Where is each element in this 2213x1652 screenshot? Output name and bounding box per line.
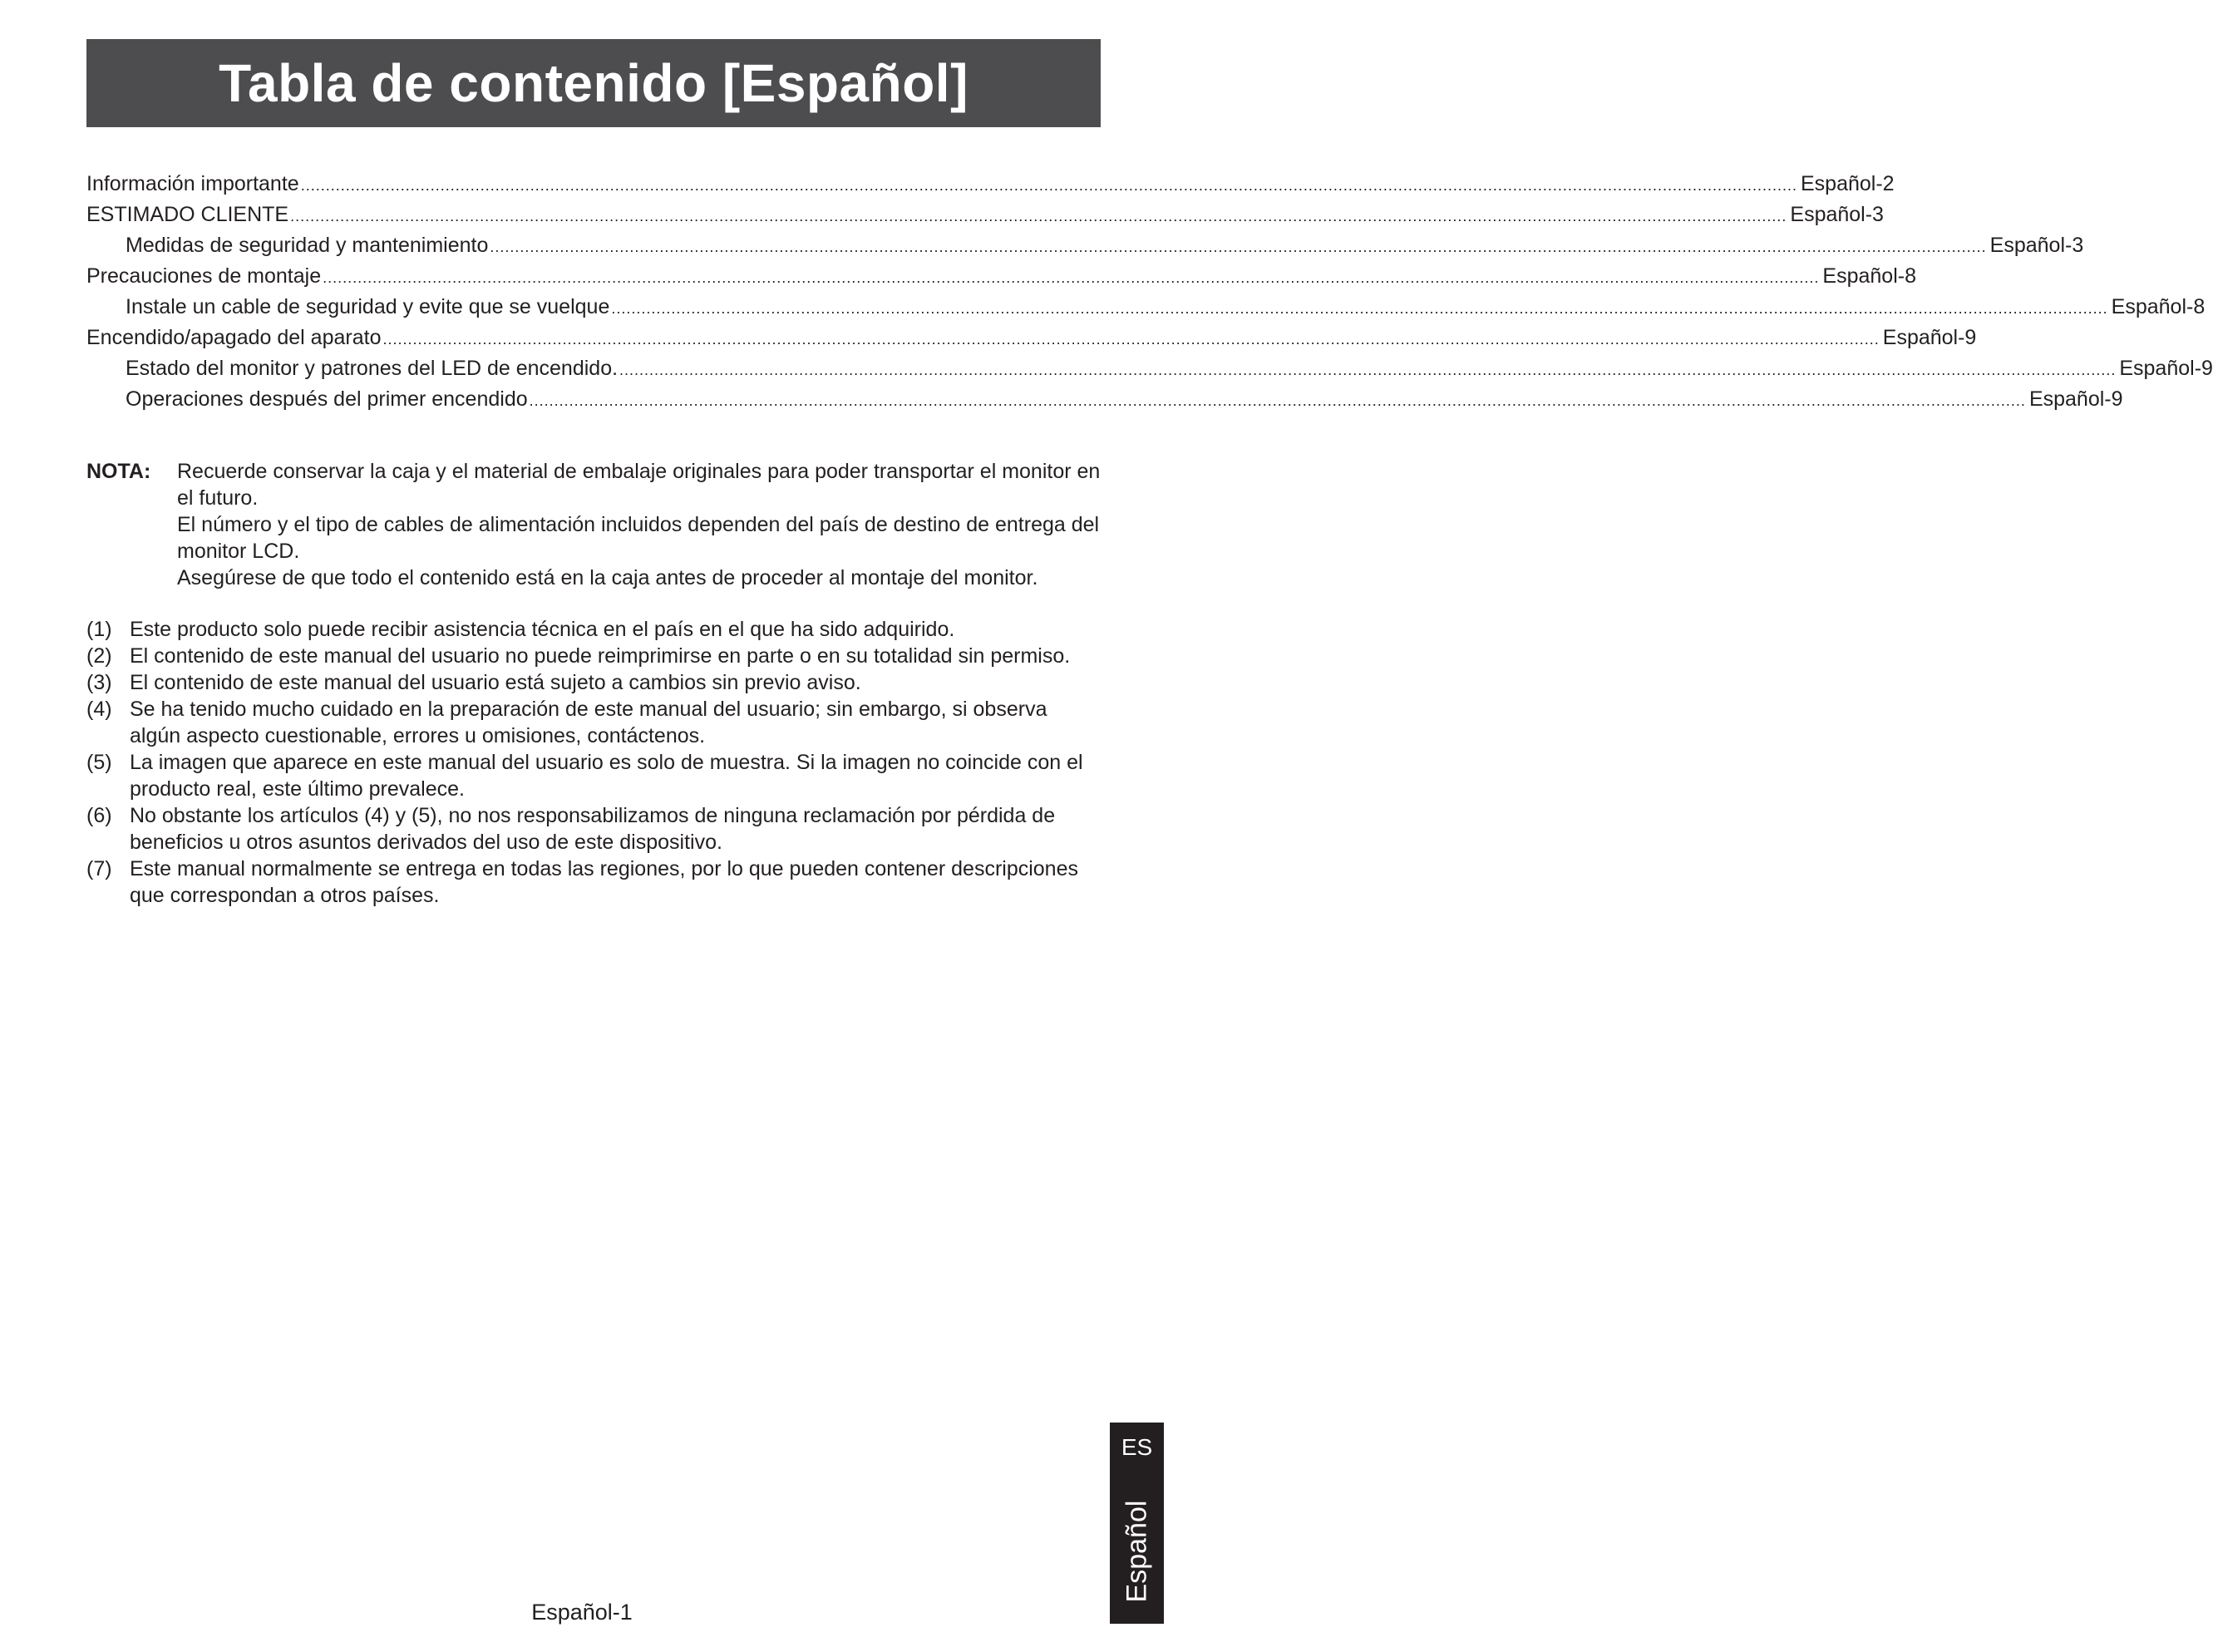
page-title: Tabla de contenido [Español] — [219, 53, 968, 113]
language-name: Español — [1121, 1500, 1152, 1603]
note-text: Se ha tenido mucho cuidado en la preparación de este manual del usuario; sin embargo, si observa algún aspecto cuestionable, errores u omisiones, contáctenos. — [130, 698, 1047, 747]
nota-line: Recuerde conservar la caja y el material de embalaje originales para poder transportar el monitor en el futuro. — [177, 460, 1101, 510]
toc-subentry[interactable] — [86, 353, 2213, 384]
note-item — [86, 669, 1101, 696]
toc-entry[interactable] — [86, 261, 1916, 292]
note-item — [86, 696, 1101, 749]
toc-entry-page: Español-9 — [1882, 326, 1977, 349]
toc-leader-dots: ............................................................................................................................................................................................................................................................................................................ — [490, 239, 1987, 255]
note-number: (2) — [86, 644, 112, 668]
toc-subentry[interactable] — [86, 384, 2123, 415]
note-number: (7) — [86, 857, 112, 880]
note-item — [86, 616, 1101, 643]
toc-entry-label: Estado del monitor y patrones del LED de encendido. — [126, 357, 619, 380]
page-number: Español-1 — [531, 1600, 633, 1625]
toc-leader-dots: ............................................................................................................................................................................................................................................................................................................ — [611, 300, 2108, 317]
toc-entry[interactable] — [86, 200, 1884, 230]
toc-leader-dots: ............................................................................................................................................................................................................................................................................................................ — [290, 208, 1787, 224]
toc-entry-label: Precauciones de montaje — [86, 264, 322, 288]
note-text: El contenido de este manual del usuario está sujeto a cambios sin previo aviso. — [130, 671, 861, 694]
toc-entry-page: Español-3 — [1989, 234, 2084, 257]
toc-entry-page: Español-3 — [1790, 203, 1884, 226]
note-number: (3) — [86, 671, 112, 694]
toc-entry-label: ESTIMADO CLIENTE — [86, 203, 289, 226]
toc-entry-page: Español-9 — [2119, 357, 2213, 380]
toc-leader-dots: ............................................................................................................................................................................................................................................................................................................ — [619, 362, 2117, 378]
note-number: (5) — [86, 751, 112, 774]
nota-label: NOTA: — [86, 460, 151, 483]
toc-entry-label: Encendido/apagado del aparato — [86, 326, 382, 349]
toc-entry-label: Instale un cable de seguridad y evite que se vuelque — [126, 295, 610, 318]
nota-line: El número y el tipo de cables de alimentación incluidos dependen del país de destino de entrega del monitor LCD. — [177, 513, 1100, 563]
note-text: No obstante los artículos (4) y (5), no nos responsabilizamos de ninguna reclamación por pérdida de beneficios u otros asuntos derivados del uso de este dispositivo. — [130, 804, 1056, 854]
note-text: El contenido de este manual del usuario no puede reimprimirse en parte o en su totalidad sin permiso. — [130, 644, 1071, 668]
language-code: ES — [1121, 1434, 1153, 1460]
toc-leader-dots: ............................................................................................................................................................................................................................................................................................................ — [529, 392, 2026, 409]
note-number: (1) — [86, 618, 112, 641]
nota-line: Asegúrese de que todo el contenido está en la caja antes de proceder al montaje del monitor. — [177, 566, 1038, 589]
note-text: La imagen que aparece en este manual del usuario es solo de muestra. Si la imagen no coincide con el producto real, este último prevalece. — [130, 751, 1083, 801]
note-number: (6) — [86, 804, 112, 827]
toc-entry-page: Español-8 — [2111, 295, 2206, 318]
note-item — [86, 643, 1101, 669]
table-of-contents — [86, 169, 2213, 415]
toc-leader-dots: ............................................................................................................................................................................................................................................................................................................ — [323, 269, 1820, 286]
note-item — [86, 802, 1101, 856]
toc-leader-dots: ............................................................................................................................................................................................................................................................................................................ — [382, 331, 1880, 348]
note-number: (4) — [86, 698, 112, 721]
toc-leader-dots: ............................................................................................................................................................................................................................................................................................................ — [300, 177, 1797, 194]
title-banner — [86, 39, 1101, 127]
note-text: Este manual normalmente se entrega en todas las regiones, por lo que pueden contener descripciones que correspondan a otros países. — [130, 857, 1078, 907]
note-item — [86, 749, 1101, 802]
toc-subentry[interactable] — [86, 292, 2206, 323]
language-tab[interactable] — [1110, 1423, 1164, 1624]
numbered-notes — [86, 616, 1101, 909]
note-item — [86, 856, 1101, 909]
toc-entry[interactable] — [86, 323, 1977, 353]
toc-entry-page: Español-2 — [1800, 172, 1895, 195]
toc-entry-page: Español-8 — [1822, 264, 1916, 288]
toc-entry-page: Español-9 — [2028, 387, 2123, 411]
toc-entry[interactable] — [86, 169, 1895, 200]
toc-entry-label: Operaciones después del primer encendido — [126, 387, 528, 411]
note-text: Este producto solo puede recibir asistencia técnica en el país en el que ha sido adquirido. — [130, 618, 955, 641]
toc-entry-label: Información importante — [86, 172, 299, 195]
nota-body — [177, 458, 1101, 591]
toc-entry-label: Medidas de seguridad y mantenimiento — [126, 234, 489, 257]
nota-block — [86, 458, 1101, 591]
toc-subentry[interactable] — [86, 230, 2084, 261]
